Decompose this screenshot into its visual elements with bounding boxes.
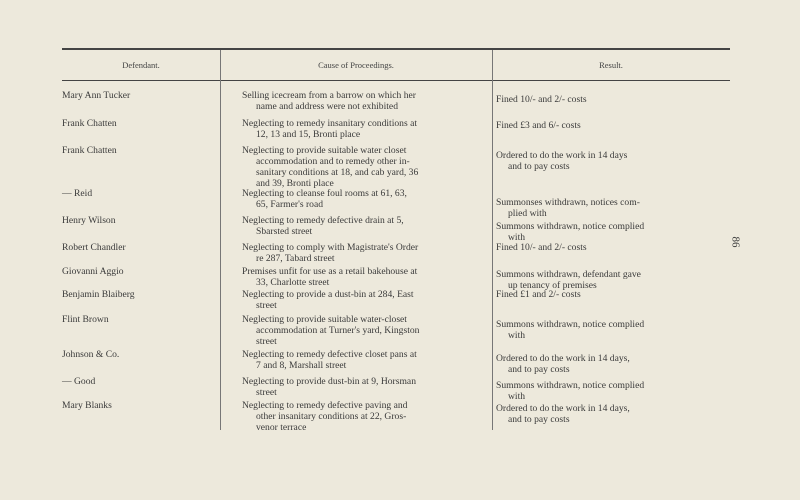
cause-line: Premises unfit for use as a retail bakehouse at xyxy=(242,266,418,277)
cause-cell xyxy=(242,90,482,112)
cause-line: Neglecting to provide suitable water-closet xyxy=(242,314,407,325)
header-bottom-rule xyxy=(62,80,730,81)
cause-cell xyxy=(242,215,482,237)
cause-line: accommodation at Turner's yard, Kingston xyxy=(256,325,420,336)
result-line: Ordered to do the work in 14 days, xyxy=(496,353,630,364)
result-cell xyxy=(496,94,713,105)
result-line: Summons withdrawn, notice complied xyxy=(496,319,645,330)
cause-cell xyxy=(242,188,482,210)
result-cell xyxy=(496,150,713,172)
result-cell xyxy=(496,403,713,425)
result-cell xyxy=(496,269,713,291)
cause-cell xyxy=(242,349,482,371)
defendant-cell: Giovanni Aggio xyxy=(62,266,124,277)
header-defendant: Defendant. xyxy=(122,60,160,70)
defendant-cell: Mary Ann Tucker xyxy=(62,90,131,101)
result-line: Ordered to do the work in 14 days xyxy=(496,150,628,161)
defendant-cell: Henry Wilson xyxy=(62,215,116,226)
result-line: and to pay costs xyxy=(508,414,570,425)
cause-line: Selling icecream from a barrow on which her xyxy=(242,90,416,101)
cause-line: other insanitary conditions at 22, Gros- xyxy=(256,411,407,422)
cause-cell xyxy=(242,400,482,433)
cause-cell xyxy=(242,242,482,264)
result-cell xyxy=(496,319,713,341)
cause-line: 12, 13 and 15, Bronti place xyxy=(256,129,361,140)
cause-line: and 39, Bronti place xyxy=(256,178,334,189)
result-line: and to pay costs xyxy=(508,161,570,172)
result-cell xyxy=(496,197,713,219)
cause-line: street xyxy=(256,336,277,347)
cause-line: Neglecting to remedy defective paving and xyxy=(242,400,408,411)
result-line: Summons withdrawn, notice complied xyxy=(496,380,645,391)
defendant-cell: Frank Chatten xyxy=(62,145,117,156)
defendant-cell: — Reid xyxy=(62,188,93,199)
result-line: with xyxy=(508,232,526,243)
result-cell xyxy=(496,221,713,243)
page-number: 86 xyxy=(729,236,742,248)
result-line: Summons withdrawn, defendant gave xyxy=(496,269,641,280)
cause-cell xyxy=(242,314,482,347)
result-line: up tenancy of premises xyxy=(508,280,597,291)
cause-cell xyxy=(242,289,482,311)
cause-line: Neglecting to comply with Magistrate's Order xyxy=(242,242,419,253)
cause-line: Neglecting to cleanse foul rooms at 61, 63, xyxy=(242,188,407,199)
column-divider-right xyxy=(492,50,493,430)
table-top-rule xyxy=(62,48,730,50)
result-cell xyxy=(496,289,713,300)
cause-line: sanitary conditions at 18, and cab yard, 36 xyxy=(256,167,419,178)
cause-line: Neglecting to provide a dust-bin at 284, East xyxy=(242,289,414,300)
header-result: Result. xyxy=(599,60,623,70)
cause-line: venor terrace xyxy=(256,422,307,433)
cause-cell xyxy=(242,118,482,140)
result-line: Fined £1 and 2/- costs xyxy=(496,289,581,300)
cause-line: accommodation and to remedy other in- xyxy=(256,156,410,167)
cause-line: name and address were not exhibited xyxy=(256,101,398,112)
result-line: with xyxy=(508,330,526,341)
result-line: Fined 10/- and 2/- costs xyxy=(496,94,587,105)
result-cell xyxy=(496,242,713,253)
cause-cell xyxy=(242,145,482,189)
cause-line: Neglecting to provide dust-bin at 9, Horsman xyxy=(242,376,416,387)
result-cell xyxy=(496,120,713,131)
cause-line: re 287, Tabard street xyxy=(256,253,335,264)
cause-line: Neglecting to remedy defective drain at 5, xyxy=(242,215,404,226)
cause-line: street xyxy=(256,300,277,311)
result-line: with xyxy=(508,391,526,402)
result-line: and to pay costs xyxy=(508,364,570,375)
cause-line: Neglecting to remedy defective closet pans at xyxy=(242,349,417,360)
defendant-cell: Flint Brown xyxy=(62,314,109,325)
result-line: Ordered to do the work in 14 days, xyxy=(496,403,630,414)
defendant-cell: Frank Chatten xyxy=(62,118,117,129)
defendant-cell: Mary Blanks xyxy=(62,400,112,411)
header-cause: Cause of Proceedings. xyxy=(318,60,394,70)
cause-cell xyxy=(242,266,482,288)
result-line: Fined £3 and 6/- costs xyxy=(496,120,581,131)
defendant-cell: Robert Chandler xyxy=(62,242,126,253)
cause-line: Neglecting to remedy insanitary conditions at xyxy=(242,118,418,129)
defendant-cell: Benjamin Blaiberg xyxy=(62,289,135,300)
cause-line: Neglecting to provide suitable water closet xyxy=(242,145,407,156)
result-line: plied with xyxy=(508,208,547,219)
cause-line: Sbarsted street xyxy=(256,226,313,237)
result-cell xyxy=(496,353,713,375)
defendant-cell: Johnson & Co. xyxy=(62,349,120,360)
cause-line: 33, Charlotte street xyxy=(256,277,330,288)
cause-line: 65, Farmer's road xyxy=(256,199,324,210)
result-cell xyxy=(496,380,713,402)
cause-line: street xyxy=(256,387,277,398)
cause-line: 7 and 8, Marshall street xyxy=(256,360,347,371)
cause-cell xyxy=(242,376,482,398)
result-line: Summons withdrawn, notice complied xyxy=(496,221,645,232)
column-divider-left xyxy=(220,50,221,430)
defendant-cell: — Good xyxy=(62,376,96,387)
result-line: Fined 10/- and 2/- costs xyxy=(496,242,587,253)
result-line: Summonses withdrawn, notices com- xyxy=(496,197,640,208)
